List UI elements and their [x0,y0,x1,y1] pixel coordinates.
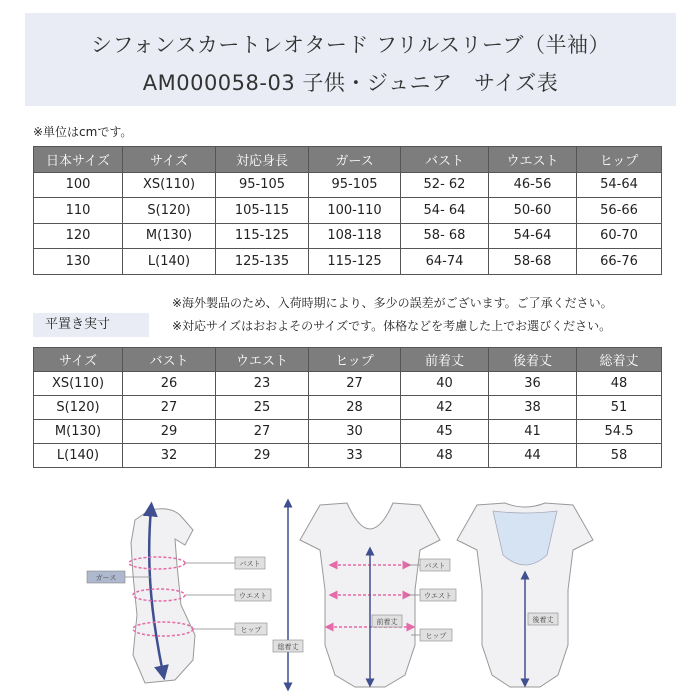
col-header: サイズ [34,348,123,372]
table-cell: 108-118 [309,223,401,249]
back-view-leotard [457,503,593,687]
col-header: 後着丈 [489,348,577,372]
table-cell: 42 [401,396,489,420]
fit-note: ※対応サイズはおおよそのサイズです。体格などを考慮した上でお選びください。 [172,319,612,333]
table-row [34,372,662,396]
back-length-label: 後着丈 [532,616,554,624]
table-cell: 125-135 [216,249,309,275]
table-cell: 54- 64 [401,198,489,224]
table-cell: 120 [34,223,123,249]
table-cell: L(140) [34,444,123,468]
table-cell: M(130) [123,223,216,249]
table-cell: 100 [34,172,123,198]
table-cell: S(120) [123,198,216,224]
table-cell: 58- 68 [401,223,489,249]
table-cell: 27 [123,396,216,420]
side-view-leotard [87,509,271,683]
measurement-diagram [85,495,605,695]
table-header-row [34,348,662,372]
front-view-leotard [300,503,456,687]
table-cell: 54-64 [489,223,577,249]
table-row [34,444,662,468]
bust-label-front: バスト [424,562,446,570]
table-cell: 95-105 [216,172,309,198]
bust-label-side: バスト [239,560,261,568]
table-cell: 48 [401,444,489,468]
table-cell: 36 [489,372,577,396]
table-cell: 66-76 [577,249,662,275]
table-cell: 95-105 [309,172,401,198]
flat-measure-label: 平置き実寸 [33,313,149,337]
col-header: 前着丈 [401,348,489,372]
table-cell: 54.5 [577,420,662,444]
product-subtitle: AM000058-03 子供・ジュニア サイズ表 [142,71,559,95]
table-cell: 27 [309,372,401,396]
col-header: ウエスト [216,348,309,372]
total-length-label: 総着丈 [277,643,299,651]
table-cell: 58 [577,444,662,468]
table-cell: 38 [489,396,577,420]
col-header: 総着丈 [577,348,662,372]
front-length-label: 前着丈 [376,618,398,626]
table-cell: 28 [309,396,401,420]
import-note: ※海外製品のため、入荷時期により、多少の誤差がございます。ご了承ください。 [172,296,613,310]
table-cell: 48 [577,372,662,396]
table-cell: 40 [401,372,489,396]
col-header: バスト [401,147,489,173]
table-cell: 51 [577,396,662,420]
table-cell: S(120) [34,396,123,420]
table-cell: 27 [216,420,309,444]
table-cell: 46-56 [489,172,577,198]
table-cell: 29 [216,444,309,468]
table-cell: 56-66 [577,198,662,224]
table-cell: 58-68 [489,249,577,275]
girth-label: ガース [95,574,117,582]
table-cell: 23 [216,372,309,396]
table-cell: 25 [216,396,309,420]
flat-measure-table [33,347,662,468]
table-cell: 26 [123,372,216,396]
hip-label-side: ヒップ [240,626,262,634]
table-cell: 110 [34,198,123,224]
unit-note: ※単位はcmです。 [33,125,133,139]
table-row [34,198,662,224]
table-cell: 33 [309,444,401,468]
table-cell: 54-64 [577,172,662,198]
table-cell: M(130) [34,420,123,444]
col-header: 日本サイズ [34,147,123,173]
col-header: ヒップ [577,147,662,173]
table-row [34,420,662,444]
col-header: ヒップ [309,348,401,372]
table-cell: 115-125 [216,223,309,249]
table-cell: 115-125 [309,249,401,275]
hip-label-front: ヒップ [425,632,447,640]
table-cell: 30 [309,420,401,444]
table-row [34,249,662,275]
waist-label-front: ウエスト [424,592,452,600]
waist-label-side: ウエスト [239,592,267,600]
size-chart-table [33,146,662,275]
table-cell: 50-60 [489,198,577,224]
table-cell: 60-70 [577,223,662,249]
table-row [34,223,662,249]
table-cell: 41 [489,420,577,444]
table-cell: 32 [123,444,216,468]
table-cell: L(140) [123,249,216,275]
table-cell: 100-110 [309,198,401,224]
table-cell: XS(110) [34,372,123,396]
col-header: ウエスト [489,147,577,173]
table-cell: 64-74 [401,249,489,275]
table-cell: 45 [401,420,489,444]
table-cell: 130 [34,249,123,275]
table-cell: 44 [489,444,577,468]
product-title: シフォンスカートレオタード フリルスリーブ（半袖） [91,33,610,57]
col-header: バスト [123,348,216,372]
table-cell: 105-115 [216,198,309,224]
col-header: 対応身長 [216,147,309,173]
col-header: サイズ [123,147,216,173]
table-cell: 29 [123,420,216,444]
table-cell: 52- 62 [401,172,489,198]
table-cell: XS(110) [123,172,216,198]
table-header-row [34,147,662,173]
table-row [34,396,662,420]
col-header: ガース [309,147,401,173]
title-banner [25,13,676,106]
table-row [34,172,662,198]
